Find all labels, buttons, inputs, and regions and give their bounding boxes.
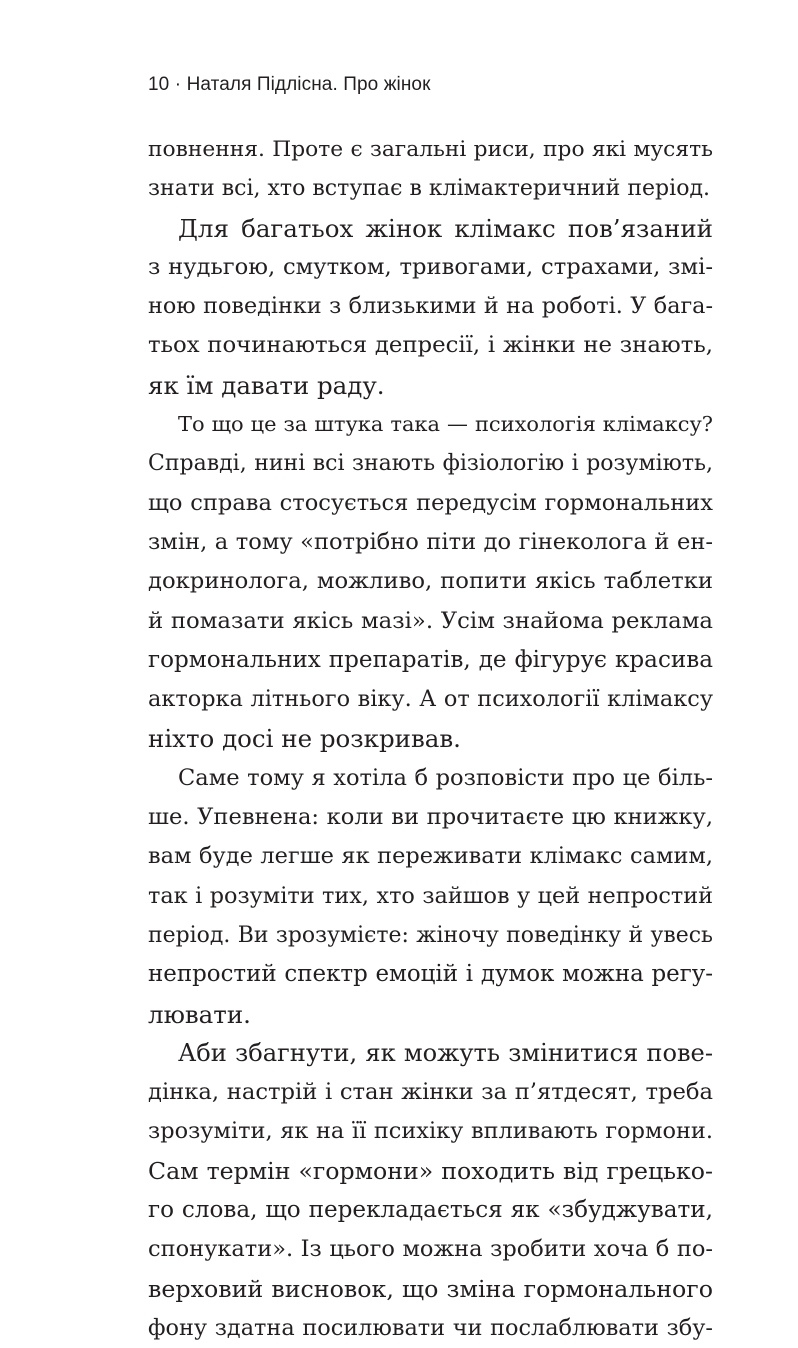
text-line: дінка, настрій і стан жінки за п’ятдесят, треба (148, 1079, 713, 1106)
text-line: як їм давати раду. (148, 370, 385, 400)
text-line: ною поведінки з близькими й на роботі. У бага- (148, 293, 713, 320)
text-line: спонукати». Із цього можна зробити хоча б по- (148, 1236, 713, 1263)
text-line: гормональних препаратів, де фігурує красива (148, 646, 713, 673)
text-line: Аби збагнути, як можуть змінитися пове- (178, 1038, 713, 1067)
text-line: лювати. (148, 999, 251, 1029)
text-line: фону здатна посилювати чи послаблювати збу- (148, 1314, 713, 1341)
text-line: ніхто досі не розкривав. (148, 724, 461, 754)
text-line: й помазати якісь мазі». Усім знайома реклама (148, 607, 713, 634)
paragraph (148, 405, 713, 759)
text-line: непростий спектр емоцій і думок можна регу- (148, 961, 713, 988)
text-line: акторка літнього віку. А от психології клімаксу (148, 686, 713, 713)
text-line: докринолога, можливо, попити якісь таблетки (148, 568, 713, 595)
header-separator: · (174, 74, 182, 95)
text-line: з нудьгою, смутком, тривогами, страхами, змі- (148, 253, 713, 280)
body-text (148, 130, 713, 1348)
text-line: Для багатьох жінок клімакс пов’язаний (178, 213, 713, 243)
text-line: вам буде легше як переживати клімакс самим, (148, 843, 713, 870)
text-line: повнення. Проте є загальні риси, про які мусять (148, 137, 713, 162)
paragraph (148, 209, 713, 405)
text-line: період. Ви зрозумієте: жіночу поведінку й увесь (148, 922, 713, 948)
running-head (148, 74, 431, 96)
paragraph (148, 130, 713, 209)
author-title: Наталя Підлісна. Про жінок (186, 74, 431, 95)
text-line: Сам термін «гормони» походить від грецько- (148, 1156, 713, 1185)
text-line: Справді, нині всі знають фізіологію і розуміють, (148, 451, 713, 477)
page-number: 10 (148, 74, 170, 95)
text-line: верховий висновок, що зміна гормонального (148, 1274, 713, 1303)
paragraph (148, 1034, 713, 1348)
text-line: знати всі, хто вступає в клімактеричний період. (148, 176, 711, 202)
text-line: Саме тому я хотіла б розповісти про це біль- (178, 764, 713, 791)
text-line: так і розуміти тих, хто зайшов у цей непростий (148, 882, 713, 909)
paragraph (148, 759, 713, 1034)
text-line: го слова, що перекладається як «збуджувати, (148, 1197, 713, 1224)
text-line: То що це за штука така — психологія клімаксу? (178, 412, 713, 437)
text-line: тьох починаються депресії, і жінки не знають, (148, 332, 713, 359)
text-line: зрозуміти, як на її психіку впливають гормони. (148, 1118, 713, 1145)
text-line: змін, а тому «потрібно піти до гінеколога й ен- (148, 528, 713, 555)
text-line: ше. Упевнена: коли ви прочитаєте цю книжку, (148, 804, 713, 831)
text-line: що справа стосується передусім гормональних (148, 489, 713, 516)
